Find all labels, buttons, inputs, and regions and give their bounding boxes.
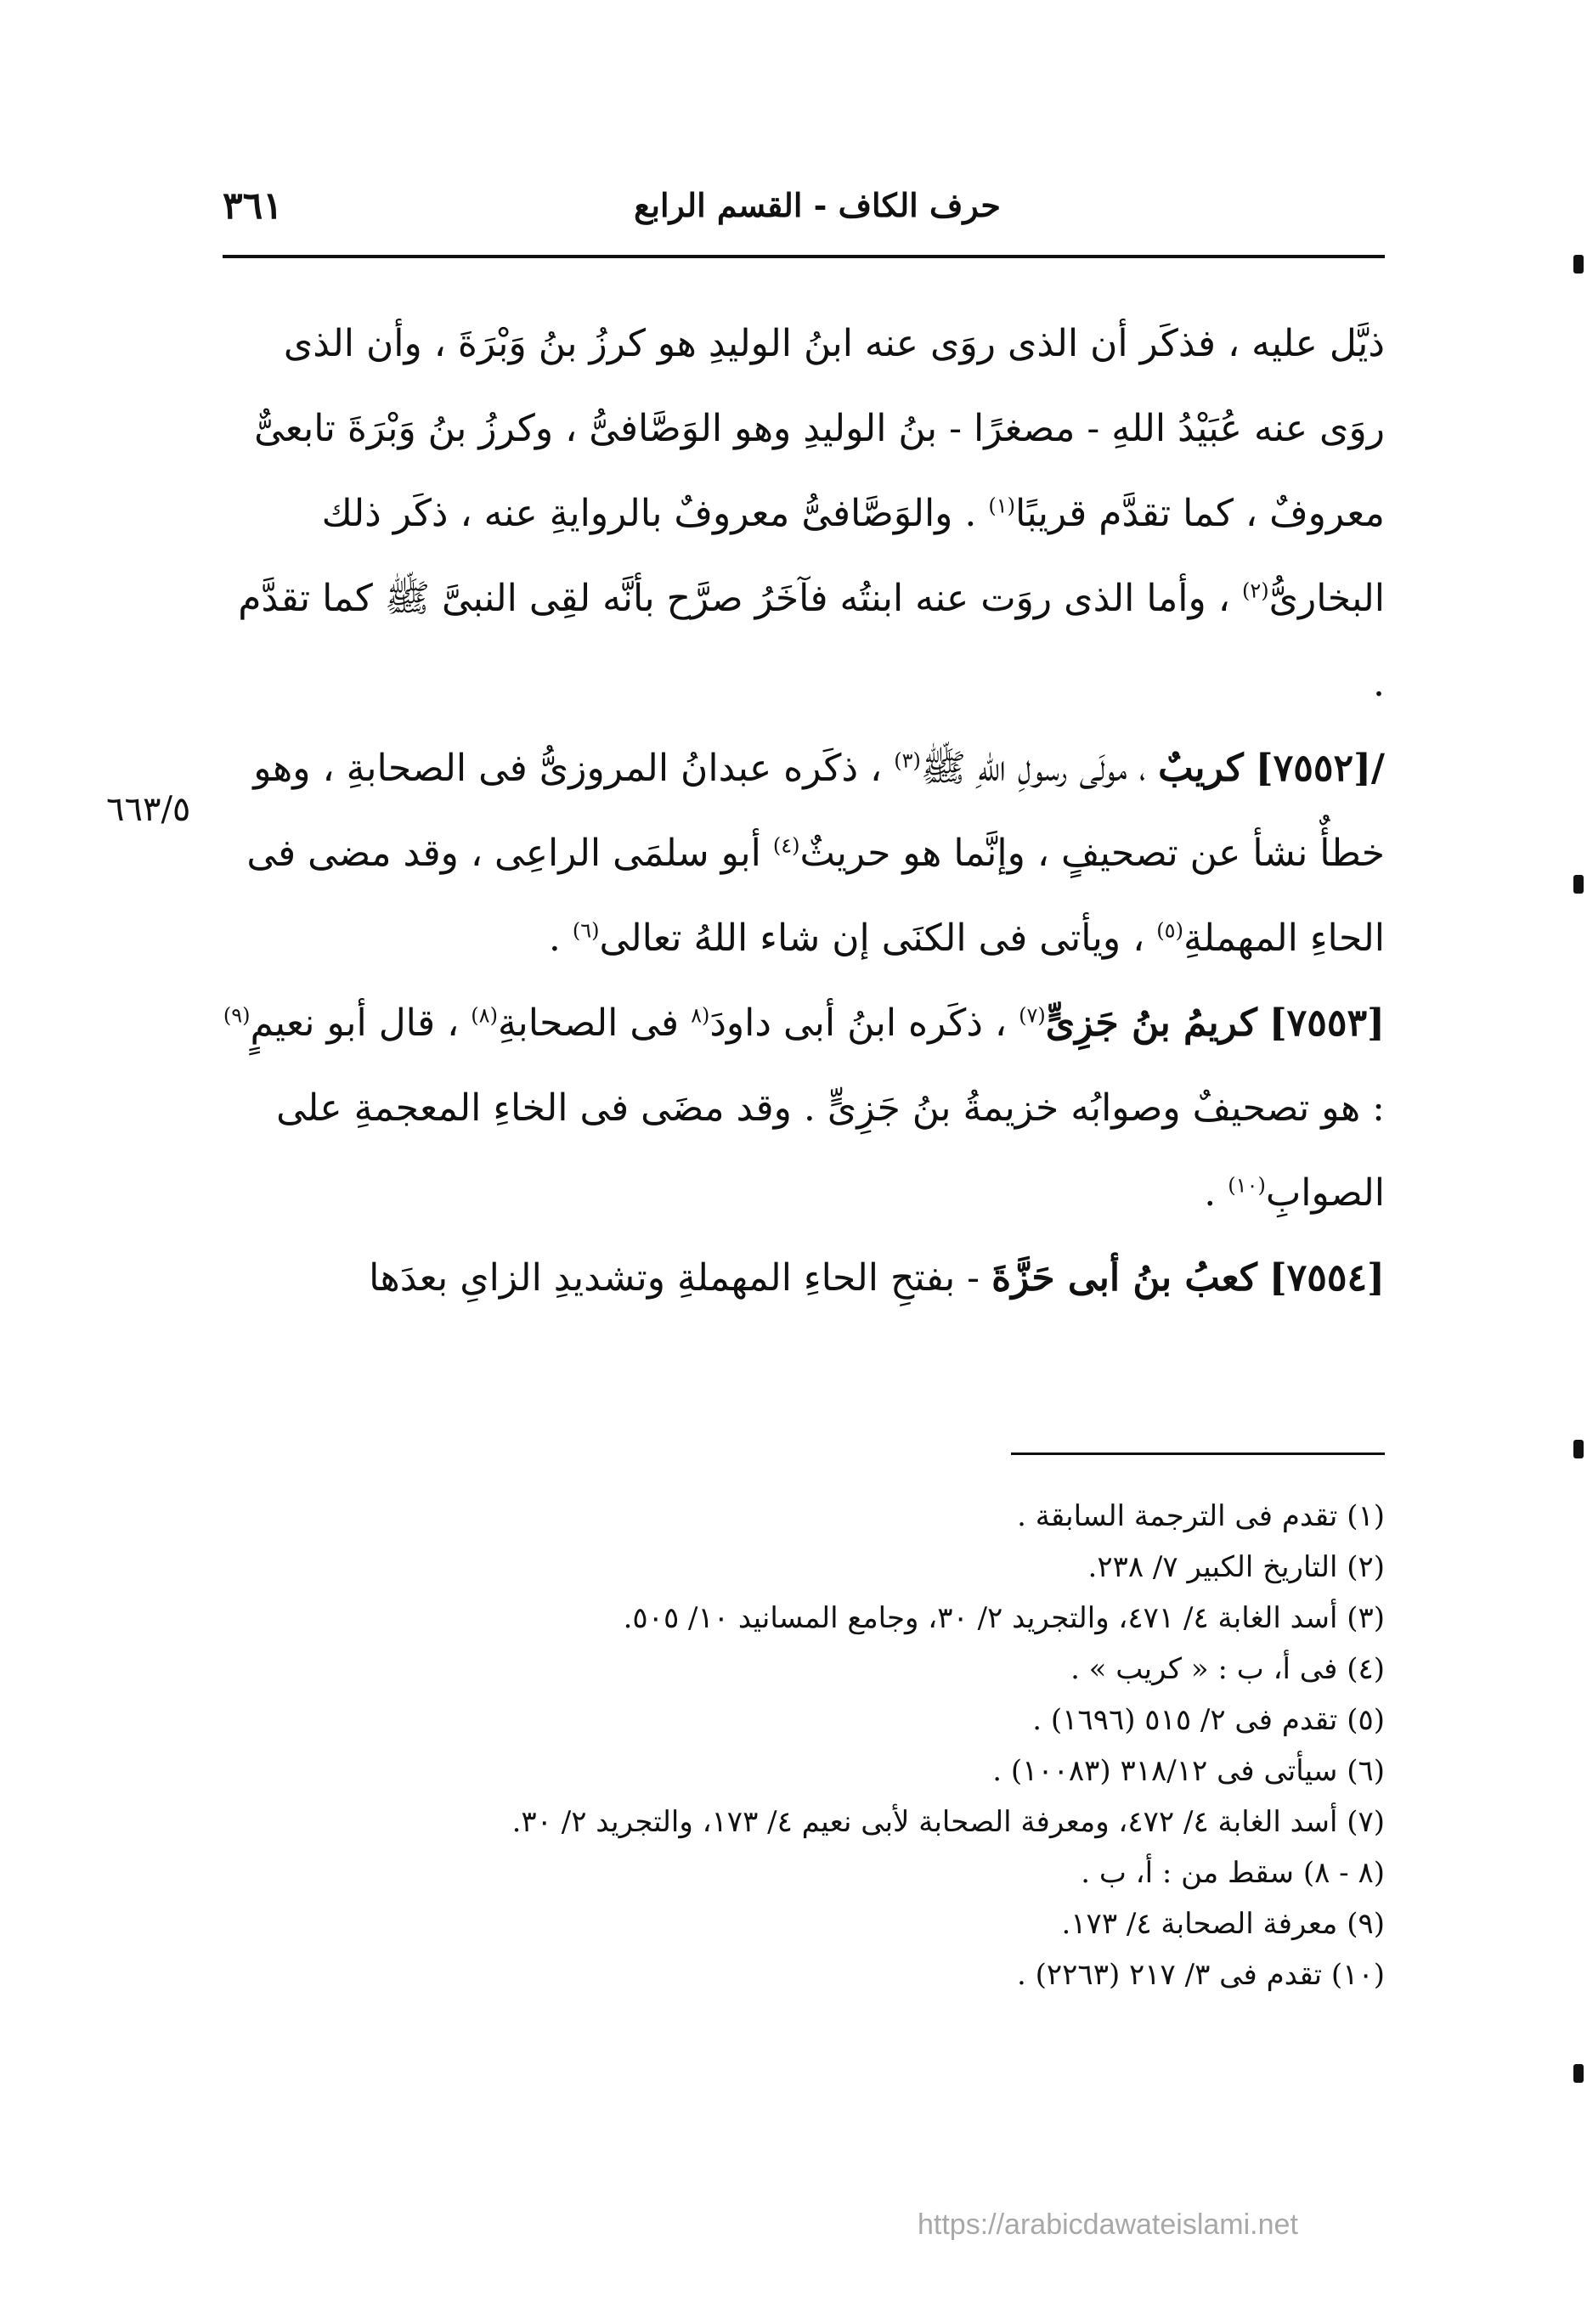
entry-name: كعبُ بنُ أبى حَزَّةَ [991, 1256, 1257, 1300]
running-head: حرف الكاف - القسم الرابع [634, 186, 1001, 224]
footnote-ref: (١) [988, 494, 1016, 518]
footnote-ref: (٩) [223, 1003, 251, 1028]
entry-name: كريمُ بنُ جَزِىٍّ [1045, 1001, 1257, 1045]
entry-text: ، ذكَره عبدانُ المروزىُّ فى الصحابةِ ، وهو خطأٌ نشأ عن تصحيفٍ ، وإنَّما هو حريثٌ [253, 747, 1385, 875]
header-rule [223, 255, 1385, 258]
entry-text: ، مولَى رسولِ اللهِ ﷺ [920, 747, 1147, 790]
footnote-item: (٧) أسد الغابة ٤/ ٤٧٢، ومعرفة الصحابة لأبى نعيم ٤/ ١٧٣، والتجريد ٢/ ٣٠. [511, 1805, 1385, 1839]
entry-text: ، ذكَره ابنُ أبى داودَ [709, 1001, 1008, 1045]
footnote-ref: (٨ [691, 1003, 710, 1028]
footnote-ref: (٦) [572, 918, 600, 943]
entry-text: - بفتحِ الحاءِ المهملةِ وتشديدِ الزاىِ بعدَها [369, 1256, 980, 1300]
footnote-item: (٢) التاريخ الكبير ٧/ ٢٣٨. [1087, 1550, 1385, 1584]
entry-name: كريبٌ [1158, 747, 1244, 790]
binding-mark [1573, 875, 1584, 894]
margin-reference: ٦٦٣/٥ [106, 790, 191, 829]
footnote-ref: (١٠) [1228, 1173, 1266, 1198]
footnote-item: (١٠) تقدم فى ٣/ ٢١٧ (٢٢٦٣) . [1017, 1958, 1385, 1992]
footnote-item: (٩) معرفة الصحابة ٤/ ١٧٣. [1061, 1907, 1385, 1941]
entry-7554 [223, 1236, 1385, 1321]
page-header [223, 174, 1385, 234]
entry-7553 [223, 981, 1385, 1236]
intro-paragraph [223, 302, 1385, 726]
entry-text: ، قال أبو نعيمٍ [250, 1001, 460, 1045]
binding-mark [1573, 255, 1584, 274]
footnote-rule [1011, 1452, 1385, 1455]
entry-text: أبو سلمَى الراعِى ، وقد مضى فى الحاءِ المهملةِ [246, 832, 1385, 960]
footnote-item: (٤) فى أ، ب : « كريب » . [1070, 1652, 1385, 1686]
entry-number: /[٧٥٥٢] [1255, 747, 1385, 790]
footnote-ref: (٨) [471, 1003, 498, 1028]
footnote-item: (٨ - ٨) سقط من : أ، ب . [1081, 1856, 1385, 1890]
entry-text: فى الصحابةِ [497, 1001, 680, 1045]
footnote-ref: (٣) [894, 748, 921, 773]
footnotes [223, 1491, 1385, 2000]
main-text [223, 302, 1385, 1321]
binding-mark [1573, 1440, 1584, 1458]
entry-text: . [548, 917, 561, 960]
watermark: https://arabicdawateislami.net [918, 2208, 1298, 2241]
page-number: ٣٦١ [223, 184, 283, 228]
entry-number: [٧٥٥٤] [1268, 1256, 1385, 1300]
intro-text-end: ، وأما الذى روَت عنه ابنتُه فآخَرُ صرَّح بأنَّه لقِى النبىَّ ﷺ كما تقدَّم . [238, 577, 1385, 705]
footnote-item: (٥) تقدم فى ٢/ ٥١٥ (١٦٩٦) . [1032, 1703, 1385, 1737]
intro-text: ذيَّل عليه ، فذكَر أن الذى روَى عنه ابنُ الوليدِ هو كرزُ بنُ وَبْرَةَ ، وأن الذى روَى عنه عُبَيْدُ اللهِ - مصغرًا - بنُ الوليدِ وهو الوَصَّافىُّ ، وكرزُ بنُ وَبْرَةَ تابعىٌّ معروفٌ ، كما تقدَّم قريبًا [254, 322, 1385, 535]
entry-text: ، ويأتى فى الكنَى إن شاء اللهُ تعالى [599, 917, 1145, 960]
entry-number: [٧٥٥٣] [1268, 1001, 1385, 1045]
footnote-item: (٣) أسد الغابة ٤/ ٤٧١، والتجريد ٢/ ٣٠، وجامع المسانيد ١٠/ ٥٠٥. [623, 1601, 1385, 1635]
footnote-ref: (٢) [1241, 578, 1269, 603]
footnote-item: (١) تقدم فى الترجمة السابقة . [1017, 1499, 1385, 1533]
footnote-ref: (٤) [772, 833, 800, 858]
footnote-ref: (٥) [1156, 918, 1183, 943]
entry-text: : هو تصحيفٌ وصوابُه خزيمةُ بنُ جَزِىٍّ . وقد مضَى فى الخاءِ المعجمةِ على الصوابِ [276, 1086, 1385, 1215]
intro-text-mid: . والوَصَّافىُّ معروفٌ بالروايةِ عنه ، ذكَر ذلك البخارىُّ [321, 492, 1385, 620]
binding-mark [1573, 2064, 1584, 2083]
entry-text: . [1204, 1171, 1217, 1215]
entry-7552 [223, 726, 1385, 981]
footnote-item: (٦) سيأتى فى ٣١٨/١٢ (١٠٠٨٣) . [992, 1754, 1385, 1788]
footnote-ref: (٧) [1019, 1003, 1046, 1028]
